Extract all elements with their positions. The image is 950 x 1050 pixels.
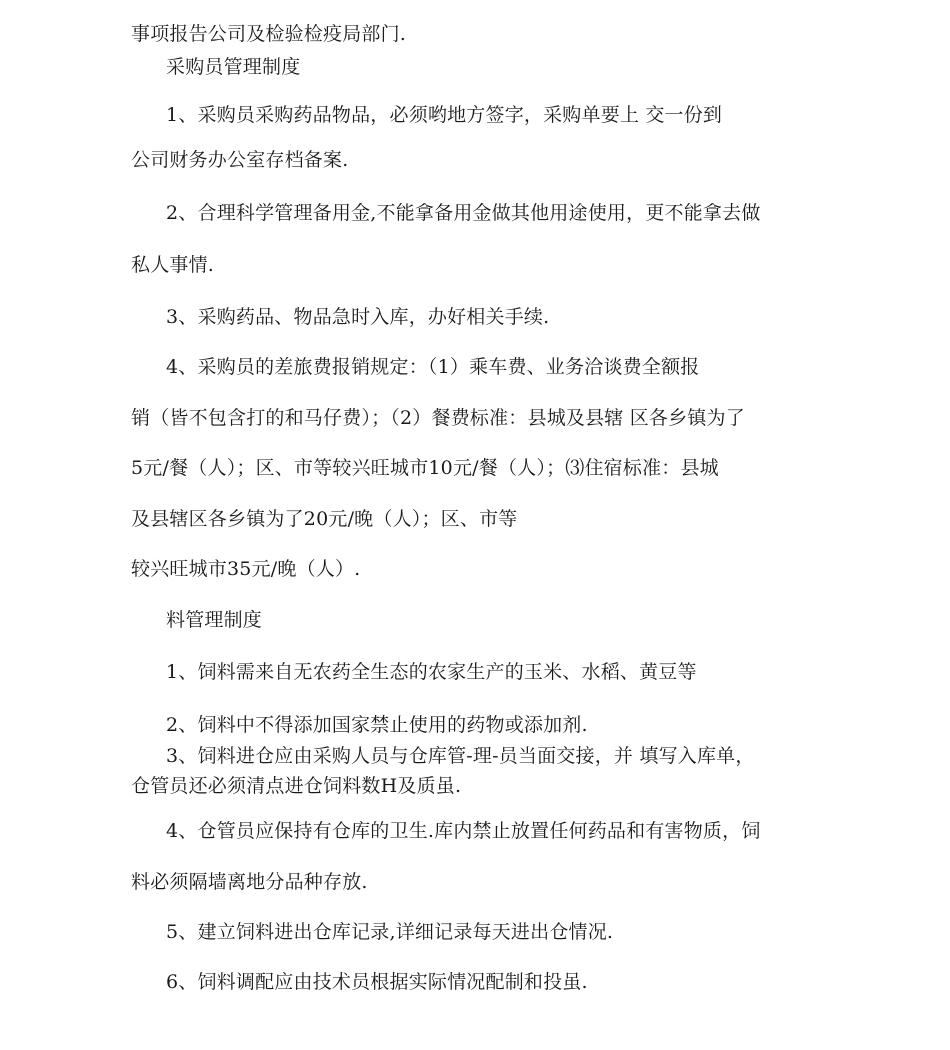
text-line-14: 1、饲料需来自无农药全生态的农家生产的玉米、水稻、黄豆等 — [166, 661, 697, 683]
text-line-1: 事项报告公司及检验检疫局部门. — [131, 23, 407, 45]
text-line-5: 2、合理科学管理备用金,不能拿备用金做其他用途使用，更不能拿去做 — [166, 202, 761, 224]
text-line-15: 2、饲料中不得添加国家禁止使用的药物或添加剂. — [166, 714, 588, 736]
text-line-9: 销（皆不包含打的和马仔费）；（2）餐费标准：县城及县辖 区各乡镇为了 — [131, 407, 745, 429]
text-line-7: 3、采购药品、物品急时入库，办好相关手续. — [166, 306, 550, 328]
text-line-16: 3、饲料进仓应由采购人员与仓库管-理-员当面交接，并 填写入库单， — [166, 745, 755, 767]
text-line-18: 4、仓管员应保持有仓库的卫生.库内禁止放置任何药品和有害物质，饲 — [166, 820, 761, 842]
text-line-11: 及县辖区各乡镇为了20元/晚（人）；区、市等 — [131, 508, 518, 530]
section-title-procurement: 采购员管理制度 — [166, 56, 301, 78]
text-line-3: 1、采购员采购药品物品，必须哟地方签字，采购单要上 交一份到 — [166, 104, 723, 126]
text-line-17: 仓管员还必须清点进仓饲料数H及质虽. — [131, 775, 462, 797]
text-line-8: 4、采购员的差旅费报销规定：（1）乘车费、业务洽谈费全额报 — [166, 356, 700, 378]
text-line-4: 公司财务办公室存档备案. — [131, 149, 349, 171]
text-line-10: 5元/餐（人）；区、市等较兴旺城市10元/餐（人）；⑶住宿标准：县城 — [131, 457, 719, 479]
text-line-12: 较兴旺城市35元/晚（人）. — [131, 558, 361, 580]
text-line-6: 私人事情. — [131, 254, 215, 276]
text-line-21: 6、饲料调配应由技术员根据实际情况配制和投虽. — [166, 971, 588, 993]
text-line-19: 料必须隔墙离地分品种存放. — [131, 871, 368, 893]
section-title-feed: 料管理制度 — [166, 609, 263, 631]
text-line-20: 5、建立饲料进出仓库记录,详细记录每天进出仓情况. — [166, 921, 614, 943]
